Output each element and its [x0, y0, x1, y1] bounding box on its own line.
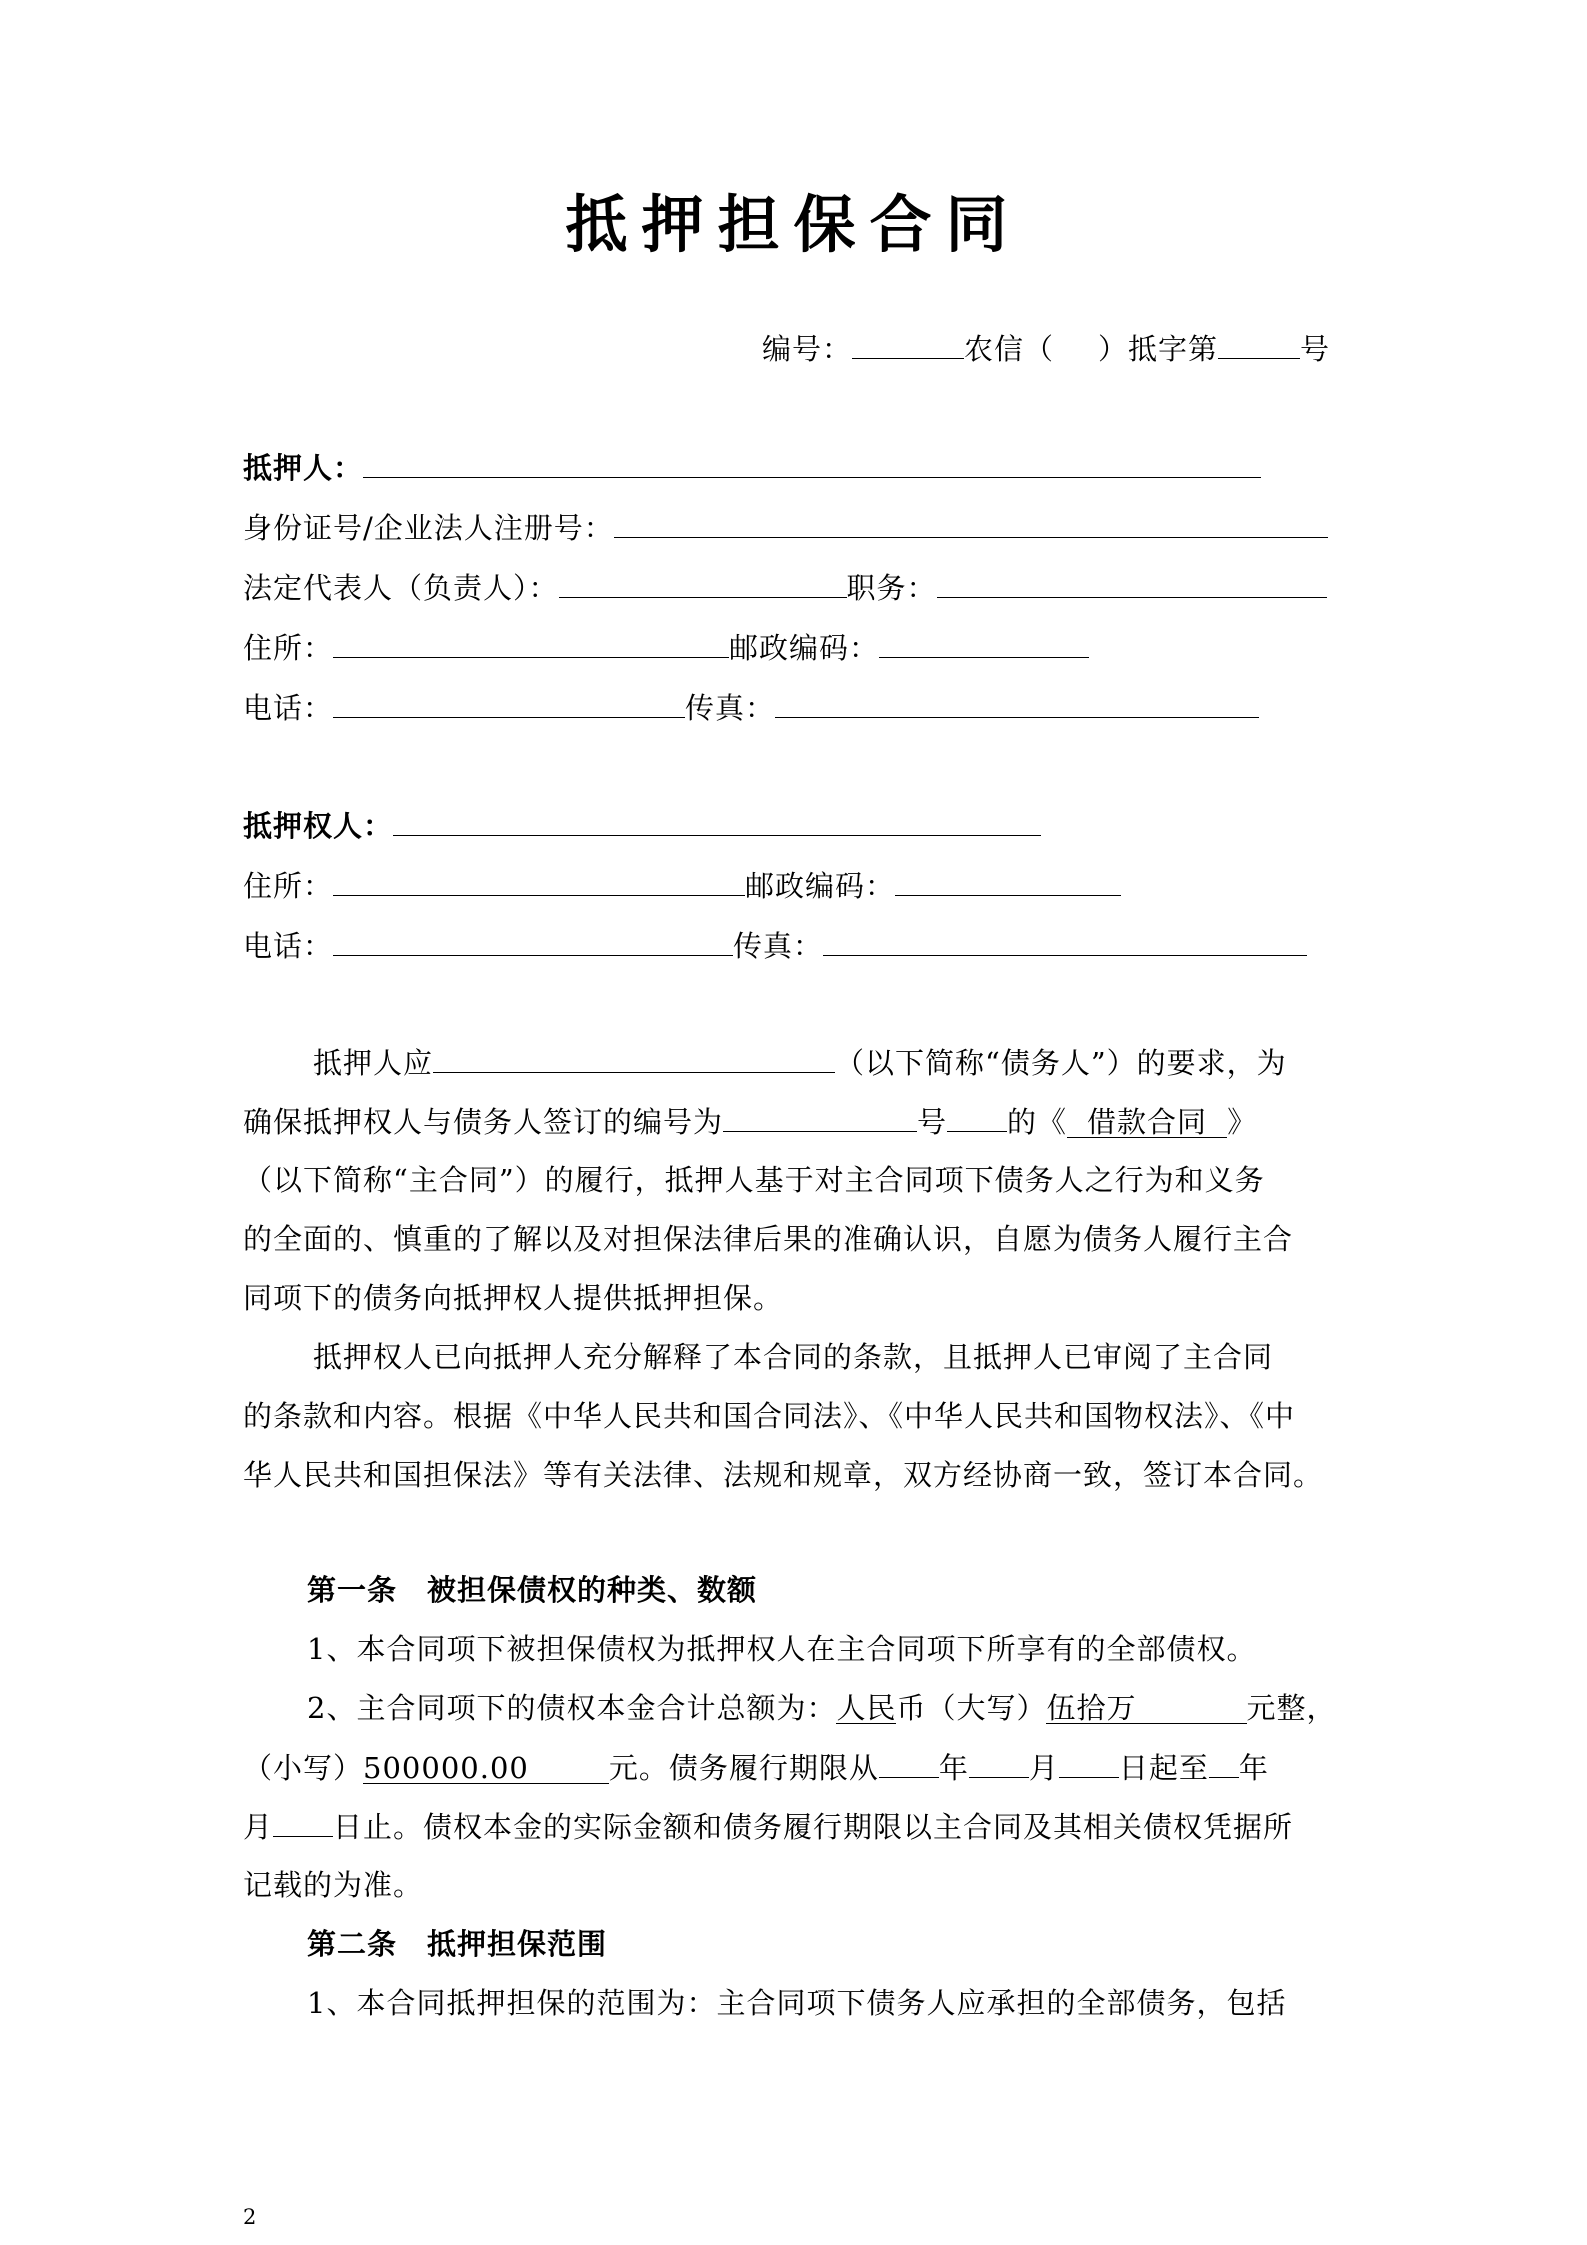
- article-2-item-1: 1、本合同抵押担保的范围为：主合同项下债务人应承担的全部债务，包括: [307, 1986, 1287, 2020]
- article-text: 月: [243, 1810, 274, 1844]
- article-1-item-2b: [243, 1747, 1269, 1788]
- preamble-text: 号: [917, 1105, 948, 1139]
- mortgagor-address-row: [243, 627, 1089, 668]
- article-text: 年: [1238, 1751, 1269, 1785]
- mortgagor-address-label: 住所：: [243, 631, 334, 665]
- number-blank[interactable]: [852, 328, 964, 359]
- mortgagee-address-field[interactable]: [333, 865, 745, 896]
- mortgagee-field[interactable]: [393, 805, 1041, 836]
- mortgagor-title-field[interactable]: [937, 567, 1327, 598]
- start-day-field[interactable]: [1059, 1747, 1119, 1778]
- preamble-line-6: 抵押权人已向抵押人充分解释了本合同的条款，且抵押人已审阅了主合同: [313, 1340, 1274, 1374]
- mortgagor-id-row: [243, 507, 1328, 548]
- mortgagor-title-label: 职务：: [846, 571, 937, 605]
- article-1-item-2d: 记载的为准。: [243, 1868, 424, 1902]
- article-1-heading: 第一条 被担保债权的种类、数额: [307, 1573, 758, 1607]
- preamble-line-2: [243, 1101, 1257, 1142]
- number-seq-blank[interactable]: [1218, 328, 1300, 359]
- mortgagee-phone-field[interactable]: [333, 925, 733, 956]
- end-month-field[interactable]: [273, 1806, 333, 1837]
- currency-value: 人民: [836, 1691, 897, 1725]
- preamble-line-4: 的全面的、慎重的了解以及对担保法律后果的准确认识，自愿为债务人履行主合: [243, 1222, 1294, 1256]
- article-text: 月: [1028, 1751, 1059, 1785]
- article-text: 日起至: [1118, 1751, 1209, 1785]
- mortgagor-row: [243, 447, 1261, 488]
- mortgagor-rep-row: [243, 567, 1327, 608]
- page-title: 抵押担保合同: [565, 188, 1022, 261]
- article-text: （小写）: [243, 1751, 364, 1785]
- article-text: 2、主合同项下的债权本金合计总额为：: [307, 1691, 837, 1725]
- mortgagor-postcode-field[interactable]: [879, 627, 1089, 658]
- start-month-field[interactable]: [969, 1747, 1029, 1778]
- mortgagee-postcode-label: 邮政编码：: [745, 869, 896, 903]
- article-1-item-2c: [243, 1806, 1293, 1847]
- mortgagor-id-label: 身份证号/企业法人注册号：: [243, 511, 614, 545]
- mortgagor-address-field[interactable]: [333, 627, 729, 658]
- page-number: 2: [243, 2205, 257, 2229]
- mortgagee-address-row: [243, 865, 1121, 906]
- number-mid: ）抵字第: [1098, 332, 1219, 366]
- mortgagor-field[interactable]: [363, 447, 1261, 478]
- mortgagor-fax-field[interactable]: [775, 687, 1259, 718]
- article-text: 年: [938, 1751, 969, 1785]
- preamble-line-8: 华人民共和国担保法》等有关法律、法规和规章，双方经协商一致，签订本合同。: [243, 1458, 1324, 1492]
- preamble-text: （以下简称“债务人”）的要求，为: [835, 1046, 1287, 1080]
- mortgagee-address-label: 住所：: [243, 869, 334, 903]
- mortgagor-label: 抵押人：: [243, 451, 364, 485]
- article-text: 日止。债权本金的实际金额和债务履行期限以主合同及其相关债权凭据所: [333, 1810, 1294, 1844]
- debtor-field[interactable]: [433, 1042, 835, 1073]
- preamble-text: 的《: [1007, 1105, 1068, 1139]
- contract-number-line: [762, 328, 1330, 369]
- article-text: 币（大写）: [896, 1691, 1047, 1725]
- preamble-line-7: 的条款和内容。根据《中华人民共和国合同法》、《中华人民共和国物权法》、《中: [243, 1399, 1296, 1433]
- preamble-line-3: （以下简称“主合同”）的履行，抵押人基于对主合同项下债务人之行为和义务: [243, 1163, 1265, 1197]
- article-text: 元。债务履行期限从: [608, 1751, 879, 1785]
- contract-hao-field[interactable]: [947, 1101, 1007, 1132]
- amount-words: 伍拾万: [1046, 1693, 1246, 1724]
- preamble-text: 》: [1227, 1105, 1258, 1139]
- start-year-field[interactable]: [879, 1747, 939, 1778]
- number-label: 编号：: [762, 332, 853, 366]
- mortgagee-fax-label: 传真：: [733, 929, 824, 963]
- mortgagor-postcode-label: 邮政编码：: [729, 631, 880, 665]
- mortgagee-fax-field[interactable]: [823, 925, 1307, 956]
- article-1-item-2: [307, 1688, 1337, 1728]
- number-org: 农信（: [964, 332, 1055, 366]
- mortgagor-phone-row: [243, 687, 1259, 728]
- mortgagor-rep-label: 法定代表人（负责人）：: [243, 571, 559, 605]
- mortgagee-label: 抵押权人：: [243, 809, 394, 843]
- article-1-item-1: 1、本合同项下被担保债权为抵押权人在主合同项下所享有的全部债权。: [307, 1632, 1257, 1666]
- mortgagee-phone-row: [243, 925, 1307, 966]
- preamble-text: 确保抵押权人与债务人签订的编号为: [243, 1105, 724, 1139]
- main-contract-name: 借款合同: [1067, 1107, 1227, 1138]
- mortgagee-phone-label: 电话：: [243, 929, 334, 963]
- mortgagor-phone-label: 电话：: [243, 691, 334, 725]
- mortgagee-postcode-field[interactable]: [895, 865, 1121, 896]
- mortgagor-phone-field[interactable]: [333, 687, 685, 718]
- mortgagor-rep-field[interactable]: [559, 567, 847, 598]
- preamble-line-1: [313, 1042, 1287, 1083]
- preamble-text: 抵押人应: [313, 1046, 434, 1080]
- mortgagor-id-field[interactable]: [614, 507, 1328, 538]
- contract-number-field[interactable]: [723, 1101, 917, 1132]
- mortgagor-fax-label: 传真：: [685, 691, 776, 725]
- amount-figures: 500000.00: [363, 1753, 609, 1784]
- end-year-field[interactable]: [1209, 1747, 1239, 1778]
- article-2-heading: 第二条 抵押担保范围: [307, 1927, 608, 1961]
- preamble-line-5: 同项下的债务向抵押权人提供抵押担保。: [243, 1281, 784, 1315]
- number-end: 号: [1300, 332, 1331, 366]
- mortgagee-row: [243, 805, 1041, 846]
- article-text: 元整，: [1246, 1691, 1337, 1725]
